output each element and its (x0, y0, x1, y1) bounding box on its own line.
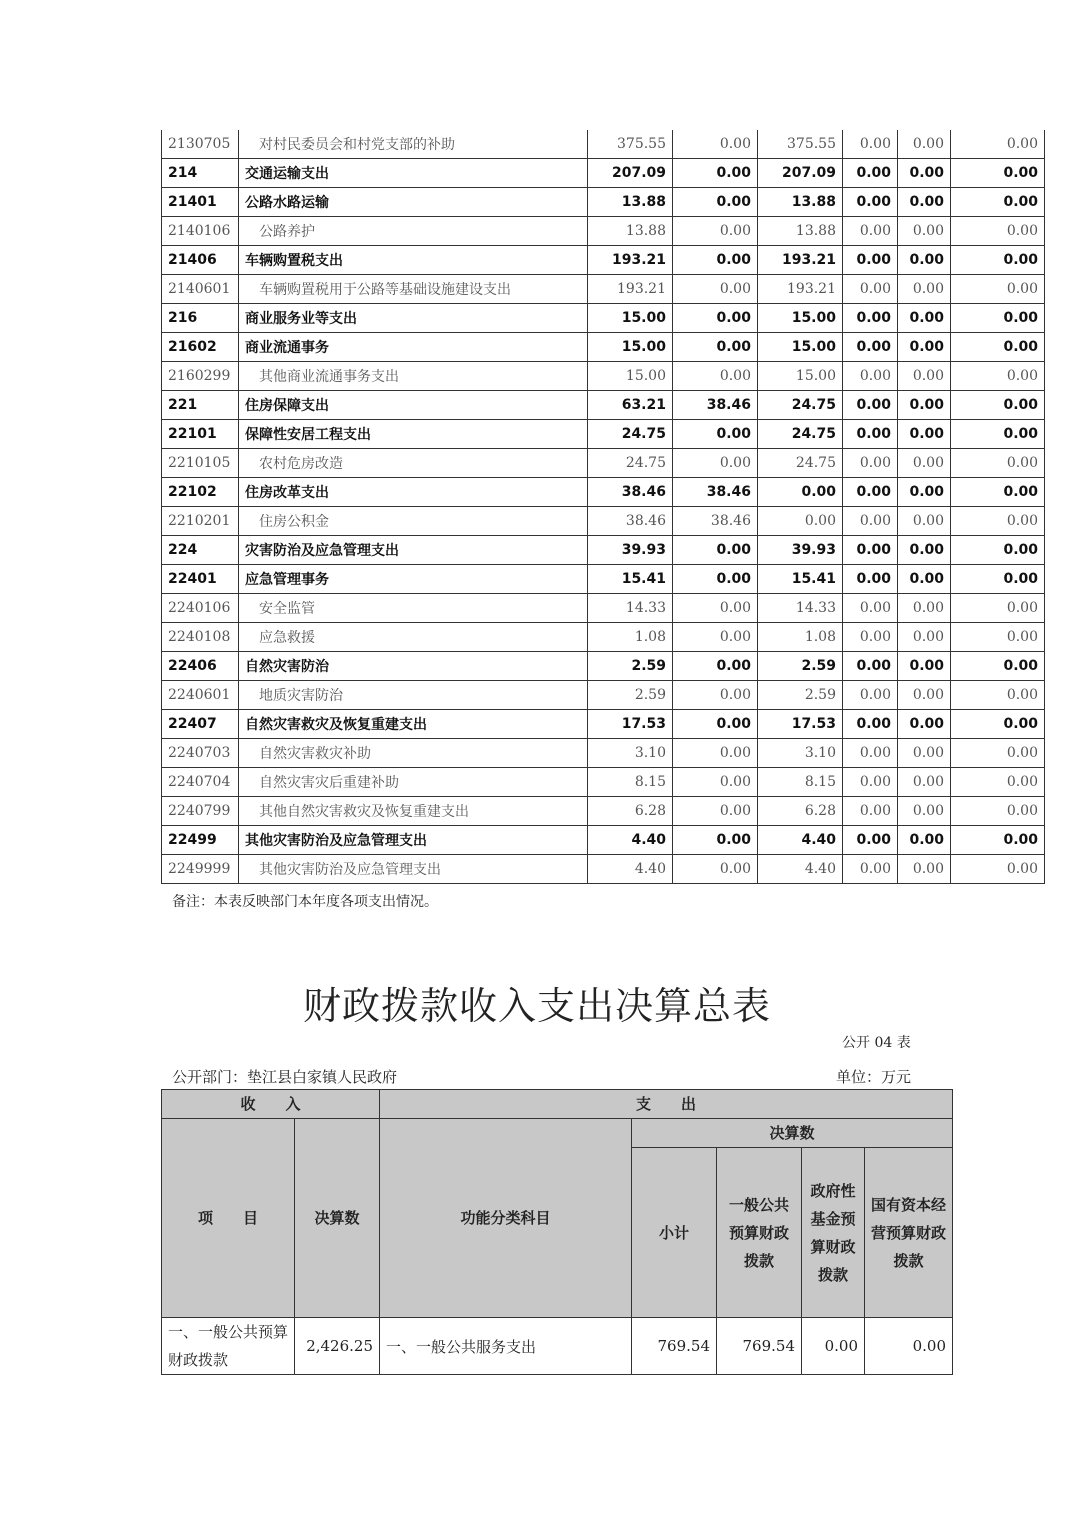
row-value-c5: 0.00 (898, 739, 951, 768)
row-value-c2: 0.00 (673, 826, 758, 855)
row-value-c3: 375.55 (758, 130, 843, 159)
item-header: 项 目 (162, 1119, 295, 1318)
row-value-c3: 2.59 (758, 681, 843, 710)
row-value-c4: 0.00 (843, 594, 898, 623)
row-value-c6: 0.00 (951, 710, 1045, 739)
gov-fund-header: 政府性基金预算财政拨款 (802, 1148, 865, 1318)
table-row (162, 652, 1045, 681)
expense-header: 支 出 (380, 1090, 953, 1119)
row-value-c2: 0.00 (673, 159, 758, 188)
row-value-c2: 0.00 (673, 565, 758, 594)
row-code: 2240704 (162, 768, 239, 797)
row-code: 2240106 (162, 594, 239, 623)
row-name: 其他商业流通事务支出 (239, 362, 588, 391)
row-value-c2: 0.00 (673, 420, 758, 449)
row-name: 自然灾害救灾补助 (239, 739, 588, 768)
row-name: 住房改革支出 (239, 478, 588, 507)
row-name: 车辆购置税用于公路等基础设施建设支出 (239, 275, 588, 304)
row-value-c4: 0.00 (843, 826, 898, 855)
row-value-c5: 0.00 (898, 855, 951, 884)
row-value-c5: 0.00 (898, 797, 951, 826)
row-code: 214 (162, 159, 239, 188)
table-row (162, 739, 1045, 768)
row-value-c5: 0.00 (898, 478, 951, 507)
row-value-c4: 0.00 (843, 681, 898, 710)
table-row (162, 217, 1045, 246)
row-code: 21406 (162, 246, 239, 275)
row-value-c3: 0.00 (758, 478, 843, 507)
row1-amount: 2,426.25 (295, 1318, 380, 1375)
row-value-c4: 0.00 (843, 391, 898, 420)
row-value-c5: 0.00 (898, 768, 951, 797)
row-name: 公路养护 (239, 217, 588, 246)
table-row (162, 594, 1045, 623)
row-name: 自然灾害救灾及恢复重建支出 (239, 710, 588, 739)
row-value-c1: 13.88 (588, 217, 673, 246)
row1-item: 一、一般公共预算财政拨款 (162, 1318, 295, 1375)
row-value-c2: 0.00 (673, 130, 758, 159)
table-row (162, 855, 1045, 884)
row-value-c1: 8.15 (588, 768, 673, 797)
row-value-c6: 0.00 (951, 681, 1045, 710)
table-row (162, 710, 1045, 739)
row-value-c5: 0.00 (898, 333, 951, 362)
row-value-c3: 13.88 (758, 217, 843, 246)
row-value-c3: 15.00 (758, 333, 843, 362)
row-name: 住房公积金 (239, 507, 588, 536)
row-name: 农村危房改造 (239, 449, 588, 478)
row-value-c3: 1.08 (758, 623, 843, 652)
row-value-c3: 6.28 (758, 797, 843, 826)
row-value-c4: 0.00 (843, 159, 898, 188)
row-value-c5: 0.00 (898, 681, 951, 710)
row-code: 2210105 (162, 449, 239, 478)
table-row (162, 797, 1045, 826)
row-value-c4: 0.00 (843, 739, 898, 768)
row-value-c4: 0.00 (843, 565, 898, 594)
row-value-c5: 0.00 (898, 246, 951, 275)
table-row (162, 623, 1045, 652)
table-row (162, 188, 1045, 217)
row-value-c2: 0.00 (673, 536, 758, 565)
department-label: 公开部门：垫江县白家镇人民政府 (172, 1068, 398, 1086)
row-value-c5: 0.00 (898, 565, 951, 594)
row-value-c3: 8.15 (758, 768, 843, 797)
row-value-c2: 0.00 (673, 449, 758, 478)
row-value-c4: 0.00 (843, 362, 898, 391)
row-value-c5: 0.00 (898, 826, 951, 855)
row-value-c5: 0.00 (898, 304, 951, 333)
row-value-c4: 0.00 (843, 478, 898, 507)
row-code: 2240799 (162, 797, 239, 826)
row-value-c2: 0.00 (673, 246, 758, 275)
row-value-c1: 24.75 (588, 449, 673, 478)
row-value-c3: 207.09 (758, 159, 843, 188)
row-name: 商业服务业等支出 (239, 304, 588, 333)
row-value-c2: 0.00 (673, 652, 758, 681)
row-value-c1: 1.08 (588, 623, 673, 652)
row-value-c6: 0.00 (951, 449, 1045, 478)
row-value-c1: 4.40 (588, 855, 673, 884)
table-number: 公开 04 表 (842, 1035, 911, 1051)
row-value-c2: 0.00 (673, 768, 758, 797)
table-row (162, 536, 1045, 565)
row-value-c4: 0.00 (843, 304, 898, 333)
row-name: 对村民委员会和村党支部的补助 (239, 130, 588, 159)
row-value-c2: 0.00 (673, 594, 758, 623)
row-value-c6: 0.00 (951, 507, 1045, 536)
row-value-c5: 0.00 (898, 594, 951, 623)
row-value-c2: 38.46 (673, 507, 758, 536)
row-value-c2: 0.00 (673, 681, 758, 710)
row-name: 商业流通事务 (239, 333, 588, 362)
table-row (162, 507, 1045, 536)
row-value-c6: 0.00 (951, 565, 1045, 594)
row-value-c5: 0.00 (898, 391, 951, 420)
row-value-c3: 2.59 (758, 652, 843, 681)
row-code: 22406 (162, 652, 239, 681)
category-header: 功能分类科目 (380, 1119, 632, 1318)
row-value-c6: 0.00 (951, 768, 1045, 797)
row-value-c6: 0.00 (951, 246, 1045, 275)
row-value-c1: 375.55 (588, 130, 673, 159)
row-name: 地质灾害防治 (239, 681, 588, 710)
row-value-c1: 15.00 (588, 362, 673, 391)
row-value-c5: 0.00 (898, 507, 951, 536)
row-value-c1: 24.75 (588, 420, 673, 449)
row-code: 2240601 (162, 681, 239, 710)
row-value-c2: 0.00 (673, 623, 758, 652)
row-value-c4: 0.00 (843, 188, 898, 217)
row-value-c5: 0.00 (898, 188, 951, 217)
row-value-c2: 0.00 (673, 333, 758, 362)
row-value-c5: 0.00 (898, 130, 951, 159)
row-name: 其他灾害防治及应急管理支出 (239, 855, 588, 884)
table-row (162, 246, 1045, 275)
table-row (162, 275, 1045, 304)
row-code: 2140106 (162, 217, 239, 246)
row-name: 其他自然灾害救灾及恢复重建支出 (239, 797, 588, 826)
row-value-c6: 0.00 (951, 478, 1045, 507)
row-name: 交通运输支出 (239, 159, 588, 188)
row-code: 2160299 (162, 362, 239, 391)
table-row (162, 391, 1045, 420)
row-value-c6: 0.00 (951, 594, 1045, 623)
row1-general-budget: 769.54 (717, 1318, 802, 1375)
row-value-c6: 0.00 (951, 391, 1045, 420)
table-note: 备注：本表反映部门本年度各项支出情况。 (172, 894, 438, 910)
row-value-c6: 0.00 (951, 159, 1045, 188)
row-value-c3: 15.00 (758, 362, 843, 391)
row-value-c4: 0.00 (843, 855, 898, 884)
row-value-c4: 0.00 (843, 449, 898, 478)
row-value-c2: 0.00 (673, 275, 758, 304)
row-value-c1: 15.00 (588, 333, 673, 362)
row-code: 22401 (162, 565, 239, 594)
row-value-c6: 0.00 (951, 797, 1045, 826)
row-code: 224 (162, 536, 239, 565)
table-row (162, 449, 1045, 478)
row-code: 22102 (162, 478, 239, 507)
row-name: 灾害防治及应急管理支出 (239, 536, 588, 565)
income-header: 收 入 (162, 1090, 380, 1119)
row-value-c6: 0.00 (951, 739, 1045, 768)
row-value-c4: 0.00 (843, 333, 898, 362)
row-value-c1: 207.09 (588, 159, 673, 188)
row-value-c6: 0.00 (951, 130, 1045, 159)
row-value-c3: 13.88 (758, 188, 843, 217)
table-row (162, 565, 1045, 594)
row-name: 安全监管 (239, 594, 588, 623)
row1-state-capital: 0.00 (865, 1318, 953, 1375)
row-value-c5: 0.00 (898, 159, 951, 188)
row-value-c3: 0.00 (758, 507, 843, 536)
row-value-c1: 14.33 (588, 594, 673, 623)
row-value-c3: 24.75 (758, 420, 843, 449)
row-code: 2249999 (162, 855, 239, 884)
row-value-c1: 4.40 (588, 826, 673, 855)
expense-detail-table (161, 130, 1045, 884)
row-name: 车辆购置税支出 (239, 246, 588, 275)
row-value-c4: 0.00 (843, 246, 898, 275)
amount-header: 决算数 (295, 1119, 380, 1318)
row-value-c3: 17.53 (758, 710, 843, 739)
row-value-c3: 4.40 (758, 855, 843, 884)
row-value-c6: 0.00 (951, 217, 1045, 246)
row-value-c2: 38.46 (673, 478, 758, 507)
row-name: 公路水路运输 (239, 188, 588, 217)
row-value-c5: 0.00 (898, 652, 951, 681)
row-value-c4: 0.00 (843, 130, 898, 159)
table-row (162, 420, 1045, 449)
row-value-c3: 14.33 (758, 594, 843, 623)
row1-gov-fund: 0.00 (802, 1318, 865, 1375)
page-title: 财政拨款收入支出决算总表 (302, 984, 771, 1028)
row-value-c6: 0.00 (951, 304, 1045, 333)
row-value-c3: 39.93 (758, 536, 843, 565)
row-code: 2130705 (162, 130, 239, 159)
table-row (162, 159, 1045, 188)
general-budget-header: 一般公共预算财政拨款 (717, 1148, 802, 1318)
row-value-c4: 0.00 (843, 217, 898, 246)
row-value-c2: 0.00 (673, 739, 758, 768)
row-value-c5: 0.00 (898, 623, 951, 652)
row-code: 216 (162, 304, 239, 333)
row-value-c3: 4.40 (758, 826, 843, 855)
row-value-c4: 0.00 (843, 797, 898, 826)
fiscal-summary-table (161, 1089, 953, 1375)
row-value-c6: 0.00 (951, 333, 1045, 362)
row-value-c5: 0.00 (898, 275, 951, 304)
row-value-c1: 15.00 (588, 304, 673, 333)
row-value-c4: 0.00 (843, 710, 898, 739)
row-value-c6: 0.00 (951, 536, 1045, 565)
row-value-c3: 24.75 (758, 391, 843, 420)
state-capital-header: 国有资本经营预算财政拨款 (865, 1148, 953, 1318)
table-row (162, 304, 1045, 333)
row-name: 其他灾害防治及应急管理支出 (239, 826, 588, 855)
row-value-c4: 0.00 (843, 652, 898, 681)
table-row (162, 826, 1045, 855)
table-row (162, 681, 1045, 710)
row-name: 自然灾害防治 (239, 652, 588, 681)
row-value-c1: 193.21 (588, 275, 673, 304)
row-code: 2240703 (162, 739, 239, 768)
row1-category: 一、一般公共服务支出 (380, 1318, 632, 1375)
row-value-c3: 193.21 (758, 246, 843, 275)
unit-label: 单位：万元 (836, 1068, 912, 1086)
row-value-c1: 13.88 (588, 188, 673, 217)
row-value-c4: 0.00 (843, 623, 898, 652)
subtotal-header: 小计 (632, 1148, 717, 1318)
row-value-c5: 0.00 (898, 536, 951, 565)
row-code: 2210201 (162, 507, 239, 536)
row-value-c2: 0.00 (673, 188, 758, 217)
row-name: 应急救援 (239, 623, 588, 652)
row-value-c6: 0.00 (951, 855, 1045, 884)
row-value-c5: 0.00 (898, 362, 951, 391)
row-value-c5: 0.00 (898, 420, 951, 449)
row-name: 自然灾害灾后重建补助 (239, 768, 588, 797)
row-name: 住房保障支出 (239, 391, 588, 420)
row-value-c1: 2.59 (588, 652, 673, 681)
row-code: 2240108 (162, 623, 239, 652)
row-value-c5: 0.00 (898, 217, 951, 246)
row-value-c3: 15.00 (758, 304, 843, 333)
table-row (162, 768, 1045, 797)
row-value-c2: 0.00 (673, 217, 758, 246)
row-code: 2140601 (162, 275, 239, 304)
row-name: 应急管理事务 (239, 565, 588, 594)
row-value-c6: 0.00 (951, 420, 1045, 449)
row-value-c3: 15.41 (758, 565, 843, 594)
row-value-c3: 193.21 (758, 275, 843, 304)
row-value-c1: 2.59 (588, 681, 673, 710)
table-row (162, 362, 1045, 391)
row-value-c2: 0.00 (673, 855, 758, 884)
row-code: 21401 (162, 188, 239, 217)
row-name: 保障性安居工程支出 (239, 420, 588, 449)
row-value-c6: 0.00 (951, 652, 1045, 681)
row-value-c2: 0.00 (673, 362, 758, 391)
table-row (162, 478, 1045, 507)
row-value-c2: 0.00 (673, 710, 758, 739)
row1-subtotal: 769.54 (632, 1318, 717, 1375)
row-value-c1: 63.21 (588, 391, 673, 420)
row-code: 221 (162, 391, 239, 420)
row-value-c4: 0.00 (843, 768, 898, 797)
row-value-c3: 24.75 (758, 449, 843, 478)
row-value-c5: 0.00 (898, 710, 951, 739)
row-value-c6: 0.00 (951, 362, 1045, 391)
row-code: 22407 (162, 710, 239, 739)
row-value-c2: 38.46 (673, 391, 758, 420)
row-value-c3: 3.10 (758, 739, 843, 768)
row-value-c6: 0.00 (951, 275, 1045, 304)
settlement-header: 决算数 (632, 1119, 953, 1148)
row-value-c1: 193.21 (588, 246, 673, 275)
table-row (162, 333, 1045, 362)
row-value-c1: 38.46 (588, 507, 673, 536)
row-value-c1: 38.46 (588, 478, 673, 507)
row-value-c2: 0.00 (673, 304, 758, 333)
table-row (162, 130, 1045, 159)
row-value-c6: 0.00 (951, 826, 1045, 855)
row-value-c4: 0.00 (843, 275, 898, 304)
row-value-c4: 0.00 (843, 420, 898, 449)
row-value-c4: 0.00 (843, 507, 898, 536)
row-code: 22499 (162, 826, 239, 855)
row-code: 22101 (162, 420, 239, 449)
row-value-c6: 0.00 (951, 188, 1045, 217)
row-code: 21602 (162, 333, 239, 362)
row-value-c4: 0.00 (843, 536, 898, 565)
row-value-c1: 3.10 (588, 739, 673, 768)
row-value-c2: 0.00 (673, 797, 758, 826)
row-value-c1: 17.53 (588, 710, 673, 739)
row-value-c6: 0.00 (951, 623, 1045, 652)
row-value-c1: 6.28 (588, 797, 673, 826)
row-value-c1: 39.93 (588, 536, 673, 565)
row-value-c5: 0.00 (898, 449, 951, 478)
row-value-c1: 15.41 (588, 565, 673, 594)
